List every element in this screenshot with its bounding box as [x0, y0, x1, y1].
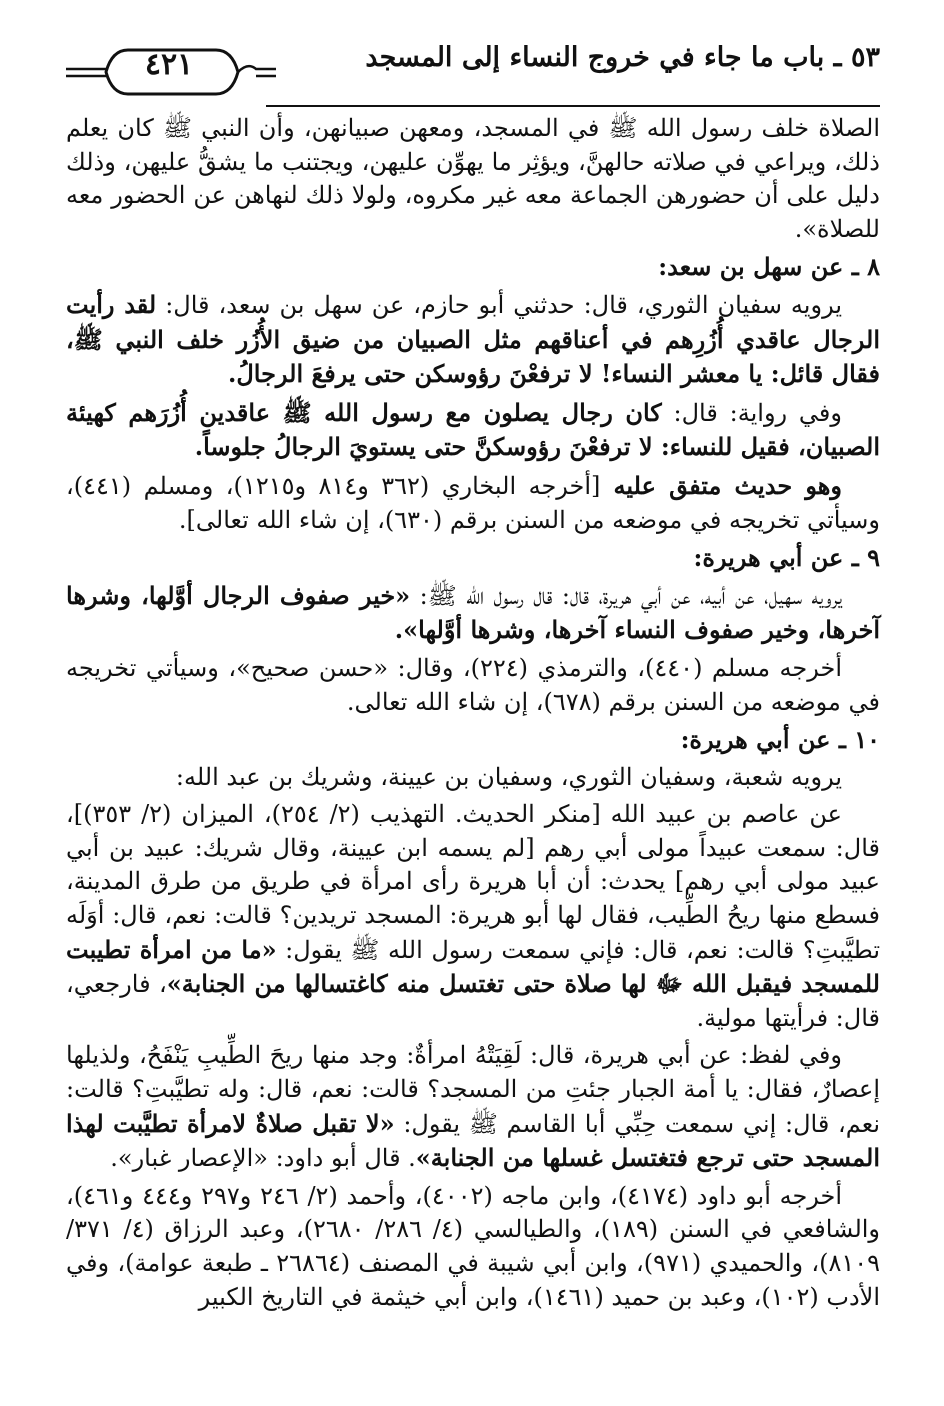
- section-heading: ٨ ـ عن سهل بن سعد:: [658, 252, 880, 282]
- text-run: يرويه سهيل، عن أبيه، عن أبي هريرة، قال: قال رسول الله ﷺ:: [410, 581, 842, 610]
- bold-text: وهو حديث متفق عليه: [600, 470, 843, 500]
- paragraph: [66, 579, 880, 648]
- paragraph: [66, 288, 880, 392]
- bold-text: «خير صفوف الرجال أوَّلها، وشرها آخرها، وخير صفوف النساء آخرها، وشرها أوَّلها».: [66, 580, 880, 645]
- paragraph: [66, 652, 880, 719]
- chapter-title: ٥٣ ـ باب ما جاء في خروج النساء إلى المسجد: [365, 42, 880, 73]
- text-run: يرويه شعبة، وسفيان الثوري، وسفيان بن عيينة، وشريك بن عبد الله:: [175, 762, 842, 791]
- text-run: أخرجه مسلم (٤٤٠)، والترمذي (٢٢٤)، وقال: «حسن صحيح»، وسيأتي تخريجه في موضعه من السنن برقم (٦٧٨)، إن شاء الله تعالى.: [66, 653, 880, 716]
- paragraph: [66, 761, 880, 795]
- paragraph: [66, 1180, 880, 1314]
- paragraph: [66, 112, 880, 246]
- paragraph: [66, 469, 880, 537]
- bold-text: «ما من امرأة تطيبت للمسجد فيقبل الله ﷻ لها صلاة حتى تغتسل منه كاغتسالها من الجنابة»: [66, 934, 880, 999]
- text-run: عن عاصم بن عبيد الله [منكر الحديث. التهذيب (٢/ ٢٥٤)، الميزان (٢/ ٣٥٣)]، قال: سمعت عبيداً مولى أبي رهم [لم يسمه ابن عيينة، وقال شريك: عبيد بن أبي عبيد مولى أبي رهم] يحدث: أن أبا هريرة رأى امرأة في طريق من طرق المدينة، فسطع منها ريحُ الطِّيب، فقال لها أبو هريرة: المسجد تريدين؟ قالت: نعم، قال: أوَلَه تطيَّبتِ؟ قالت: نعم، قال: فإني سمعت رسول الله ﷺ يقول:: [66, 800, 880, 964]
- text-run: . قال أبو داود: «الإعصار غبار».: [110, 1144, 416, 1173]
- text-run: وفي رواية: قال:: [661, 398, 842, 427]
- bold-text: لقد رأيت الرجال عاقدي أُزُرِهم في أعناقهم مثل الصبيان من ضيق الأُزُر خلف النبي ﷺ، فقال قائل: يا معشر النساء! لا ترفعْنَ رؤوسكن حتى يرفعَ الرجالُ.: [66, 289, 880, 389]
- page-body: [66, 112, 880, 1318]
- text-run: ، فارجعي، قال: فرأيتها مولية.: [66, 970, 880, 1032]
- bold-text: كان رجال يصلون مع رسول الله ﷺ عاقدين أُزُرَهم كهيئة الصبيان، فقيل للنساء: لا ترفعْنَ رؤوسكنَّ حتى يستويَ الرجالُ جلوساً.: [66, 397, 880, 462]
- text-run: وفي لفظ: عن أبي هريرة، قال: لَقِيَتْهُ امرأةٌ: وجد منها ريحَ الطِّيبِ يَنْفَحُ، ولذيلها إعصارٌ، فقال: يا أمة الجبار جئتِ من المسجد؟ قالت: نعم، قال: وله تطيَّبتِ؟ قالت: نعم، قال: إني سمعت حِبِّي أبا القاسم ﷺ يقول:: [66, 1041, 881, 1138]
- section-heading: ٩ ـ عن أبي هريرة:: [693, 543, 880, 573]
- section-heading: ١٠ ـ عن أبي هريرة:: [680, 725, 880, 755]
- header-rule: [266, 105, 880, 107]
- text-run: [أخرجه البخاري (٣٦٢ و٨١٤ و١٢١٥)، ومسلم (٤٤١)، وسيأتي تخريجه في موضعه من السنن برقم (٦٣٠)، إن شاء الله تعالى].: [66, 471, 880, 534]
- paragraph: [66, 798, 880, 1035]
- paragraph: [66, 1039, 880, 1175]
- text-run: الصلاة خلف رسول الله ﷺ في المسجد، ومعهن صبيانهن، وأن النبي ﷺ كان يعلم ذلك، ويراعي في صلاته حالهنَّ، ويؤثِر ما يهوِّن عليهن، ويجتنب ما يشقُّ عليهن، وذلك دليل على أن حضورهن الجماعة معه غير مكروه، ولولا ذلك لنهاهن عن الحضور معه للصلاة».: [66, 114, 880, 243]
- page-header: [66, 36, 880, 106]
- text-run: يرويه سفيان الثوري، قال: حدثني أبو حازم، عن سهل بن سعد، قال:: [156, 290, 842, 319]
- bold-text: «لا تقبل صلاةٌ لامرأة تطيَّبت لهذا المسجد حتى ترجع فتغتسل غسلها من الجنابة»: [66, 1108, 880, 1173]
- paragraph: [66, 396, 880, 465]
- page-number: ٤٢١: [144, 47, 194, 82]
- text-run: أخرجه أبو داود (٤١٧٤)، وابن ماجه (٤٠٠٢)، وأحمد (٢/ ٢٤٦ و٢٩٧ و٤٤٤ و٤٦١)، والشافعي في السنن (١٨٩)، والطيالسي (٤/ ٢٨٦/ ٢٦٨٠)، وعبد الرزاق (٤/ ٣٧١/ ٨١٠٩)، والحميدي (٩٧١)، وابن أبي شيبة في المصنف (٢٦٨٦٤ ـ طبعة عوامة)، وفي الأدب (١٠٢)، وعبد بن حميد (١٤٦١)، وابن أبي خيثمة في التاريخ الكبير: [66, 1181, 881, 1311]
